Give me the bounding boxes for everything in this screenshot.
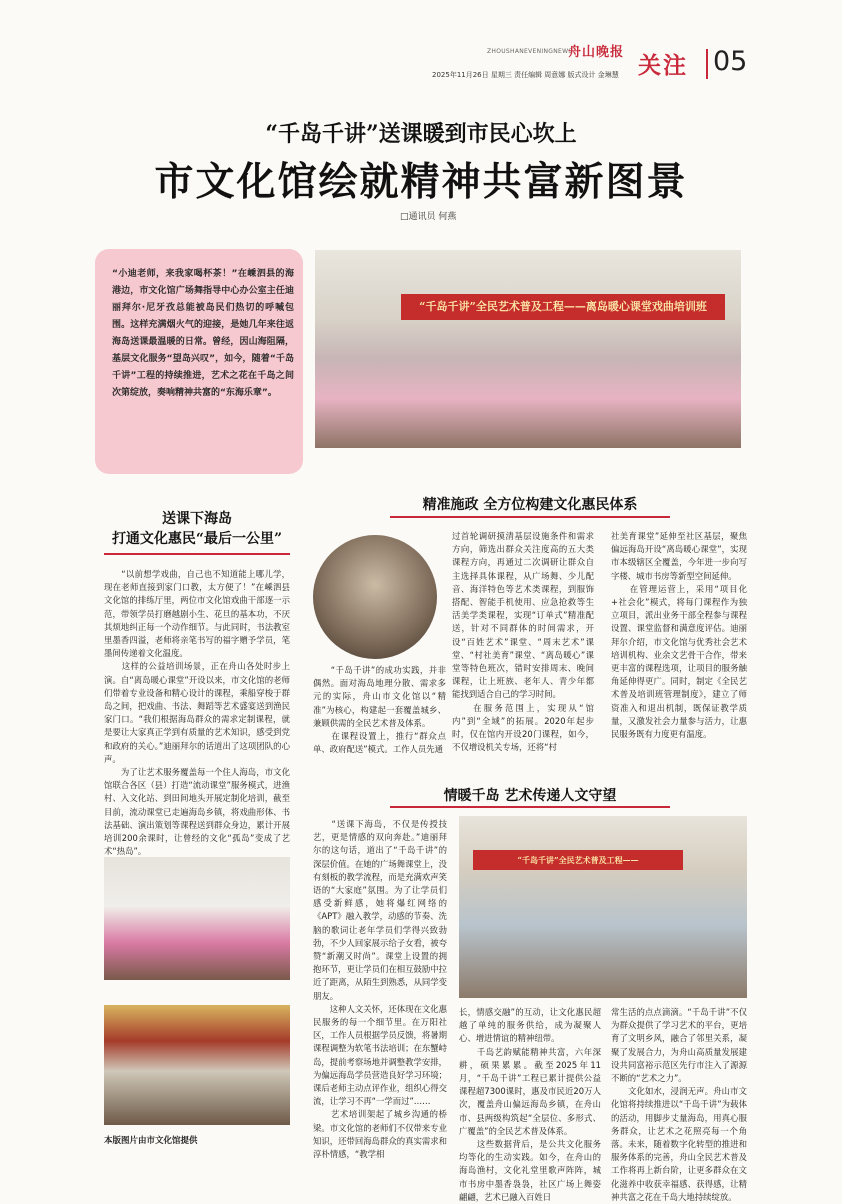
photo-classroom bbox=[459, 816, 747, 998]
section-left-title-line1: 送课下海岛 bbox=[162, 511, 232, 527]
section-left-rule bbox=[104, 553, 290, 555]
photo-calligraphy-class bbox=[104, 1005, 290, 1125]
date-editor-line: 2025年11月26日 星期三 责任编辑 周意娜 版式设计 金琳慧 bbox=[432, 71, 619, 79]
lead-quote-text: “小迪老师，来我家喝杯茶！”在嵊泗县的海港边，市文化馆广场舞指导中心办公室主任迪丽拜尔·尼牙孜总能被岛民们热切的呼喊包围。这样充满烟火气的迎接，是她几年来往返海岛送课最温暖的日常。曾经，因山海阻隔，基层文化服务“望岛兴叹”，如今，随着“千岛千讲”工程的持续推进，艺术之花在千岛之间次第绽放，奏响精神共富的“东海乐章”。 bbox=[112, 269, 294, 398]
section-low-rule bbox=[390, 806, 670, 808]
header-divider bbox=[706, 49, 708, 79]
page-number: 05 bbox=[713, 46, 748, 77]
section-left-title bbox=[104, 509, 290, 549]
section-mid-body-b: 过首轮调研摸清基层设施条件和需求方向，筛选出群众关注度高的五大类课程方向，再通过二次调研让群众自主选择具体课程，从广场舞、少儿配音、海洋特色等艺术类课程，到服饰搭配、智能手机使用、应急抢救等生活美学类课程，实现“订单式”精准配送，针对不同群体的时间需求，开设“百姓艺术”课堂、“周末艺术”课堂、“村社美育”课堂、“离岛暖心”课堂等特色班次，错时安排周末、晚间课程，让上班族、老年人、青少年都能找到适合自己的学习时间。 在服务范围上，实现从“馆内”到“全域”的拓展。2020年起步时，仅在馆内开设20门课程，如今，不仅增设机关专场，还将“村 bbox=[452, 531, 594, 753]
photo-group-training bbox=[315, 250, 741, 448]
byline: □通讯员 何燕 bbox=[400, 212, 457, 222]
section-mid-body-c: 社美育课堂”延伸至社区基层，聚焦偏远海岛开设“离岛暖心课堂”，实现市本级辖区全覆盖，今年进一步向写字楼、城市书房等新型空间延伸。 在管理运营上，采用“项目化+社会化”模式，将每门课程作为独立项目，派出业务干部全程参与课程设置、课堂监督和满意度评估。迪丽拜尔介绍，市文化馆与优秀社会艺术培训机构、业余文艺骨干合作，带来更丰富的课程选项，让项目的服务触角延伸得更广。同时，制定《全民艺术普及培训班管理制度》，建立了师资准入和退出机制，既保证教学质量，又激发社会力量参与活力，让惠民服务既有力度更有温度。 bbox=[611, 531, 747, 740]
section-mid-rule bbox=[390, 516, 670, 518]
photo-dance-class bbox=[104, 857, 290, 980]
photo-calligraphy-circle bbox=[313, 535, 437, 659]
photo-credit: 本版图片由市文化馆提供 bbox=[104, 1136, 198, 1146]
section-mid-body-a: “千岛千讲”的成功实践，并非偶然。面对海岛地理分散、需求多元的实际，舟山市文化馆以“精准”为核心，构建起一套覆盖城乡、兼顾供需的全民艺术普及体系。 在课程设置上，推行“群众点单、政府配送”模式。工作人员先通 bbox=[313, 665, 446, 755]
section-left-title-line2: 打通文化惠民“最后一公里” bbox=[111, 531, 283, 547]
section-low-body-a: “送课下海岛，不仅是传授技艺，更是情感的双向奔赴。”迪丽拜尔的这句话，道出了“千岛千讲”的深层价值。在她的广场舞课堂上，没有刻板的教学流程，而是充满欢声笑语的“大家庭”氛围。为了让学员们感受新鲜感，她将爆红网络的《APT》融入教学，动感的节奏、洗脑的歌词让老年学员们学得兴致勃勃，不少人回家展示给子女看，被夸赞“新潮又时尚”。课堂上设置的拥抱环节，更让学员们在相互鼓励中拉近了距离，从陌生到熟悉，从同学变朋友。 这种人文关怀，还体现在文化惠民服务的每一个细节里。在万阳社区，工作人员根据学员反馈，将暑期课程调整为软笔书法培训；在东蟹峙岛，提前考察场地并调整教学安排，为偏远海岛学员营造良好学习环境；课后老师主动点评作业，组织心得交流，让学习不再“一学而过”…… 艺术培训架起了城乡沟通的桥梁。市文化馆的老师们不仅带来专业知识，还带回海岛群众的真实需求和淳朴情感，“教学相 bbox=[313, 819, 447, 1160]
section-mid-title: 精准施政 全方位构建文化惠民体系 bbox=[422, 497, 638, 513]
newspaper-logo: 舟山晚报 bbox=[568, 45, 625, 60]
photo-banner-text: “千岛千讲”全民艺术普及工程——离岛暖心课堂戏曲培训班 bbox=[401, 294, 725, 320]
section-low-body-c: 常生活的点点滴滴。“千岛千讲”不仅为群众提供了学习艺术的平台，更培育了文明乡风，融合了邻里关系，凝聚了发展合力，为舟山高质量发展建设共同富裕示范区先行市注入了源源不断的“艺术之力”。 文化如水，浸润无声。舟山市文化馆将持续推进以“千岛千讲”为载体的活动，用脚步丈量海岛，用真心服务群众，让艺术之花照亮每一个角落。未来，随着数字化转型的推进和服务体系的完善，舟山全民艺术普及工作将再上新台阶，让更多群众在文化滋养中收获幸福感、获得感，让精神共富之花在千岛大地持续绽放。 bbox=[611, 1007, 747, 1202]
section-low-title: 情暖千岛 艺术传递人文守望 bbox=[443, 788, 617, 804]
headline-title: 市文化馆绘就精神共富新图景 bbox=[154, 159, 688, 205]
section-name: 关注 bbox=[638, 52, 688, 79]
masthead-pinyin: ZHOUSHANEVENINGNEWS bbox=[487, 48, 573, 55]
section-low-body-b: 长，情感交融”的互动，让文化惠民超越了单纯的服务供给，成为凝聚人心、增进情谊的精神纽带。 千岛艺韵赋能精神共富，六年深耕，硕果累累。截至2025年11月，“千岛千讲”工程已累计提供公益课程超7300课时，惠及市民近20万人次，覆盖舟山偏远海岛乡镇，在舟山市、县两级构筑起“全层位、多形式、广覆盖”的全民艺术普及体系。 这些数据背后，是公共文化服务均等化的生动实践。如今，在舟山的海岛渔村，文化礼堂里歌声阵阵，城市书房中墨香袅袅，社区广场上舞姿翩翩，艺术已融入百姓日 bbox=[459, 1007, 601, 1202]
section-left-body: “以前想学戏曲，自己也不知道能上哪儿学，现在老师直接到家门口教，太方便了！”在嵊泗县文化馆的排练厅里，两位市文化馆戏曲干部逐一示范，带领学员打磨越剧小生、花旦的基本功，不厌其烦地纠正每一个动作细节。与此同时，书法教室里墨香四溢，老师将亲笔书写的福字赠予学员，笔墨间传递着文化温度。 这样的公益培训场景，正在舟山各处时步上演。自“离岛暖心课堂”开设以来，市文化馆的老师们带着专业设备和精心设计的课程，乘船穿梭于群岛之间，把戏曲、书法、舞蹈等艺术盛宴送到渔民家门口。“我们根据海岛群众的需求定制课程，就是要让大家真正学到有质量的艺术知识，感受到党和政府的关心。”迪丽拜尔的话道出了这项团队的心声。 为了让艺术服务覆盖每一个住人海岛，市文化馆联合各区（县）打造“流动课堂”服务模式，进渔村、入文化站、到田间地头开展定制化培训，截至目前，流动课堂已走遍海岛乡镇，将戏曲形体、书法基础、演出策划等课程送到群众身边，累计开展培训200余课时，让曾经的文化“孤岛”变成了艺术“热岛”。 bbox=[104, 569, 290, 857]
photo-banner-text-lower: “千岛千讲”全民艺术普及工程—— bbox=[473, 850, 683, 870]
headline-subtitle: “千岛千讲”送课暖到市民心坎上 bbox=[265, 121, 577, 147]
